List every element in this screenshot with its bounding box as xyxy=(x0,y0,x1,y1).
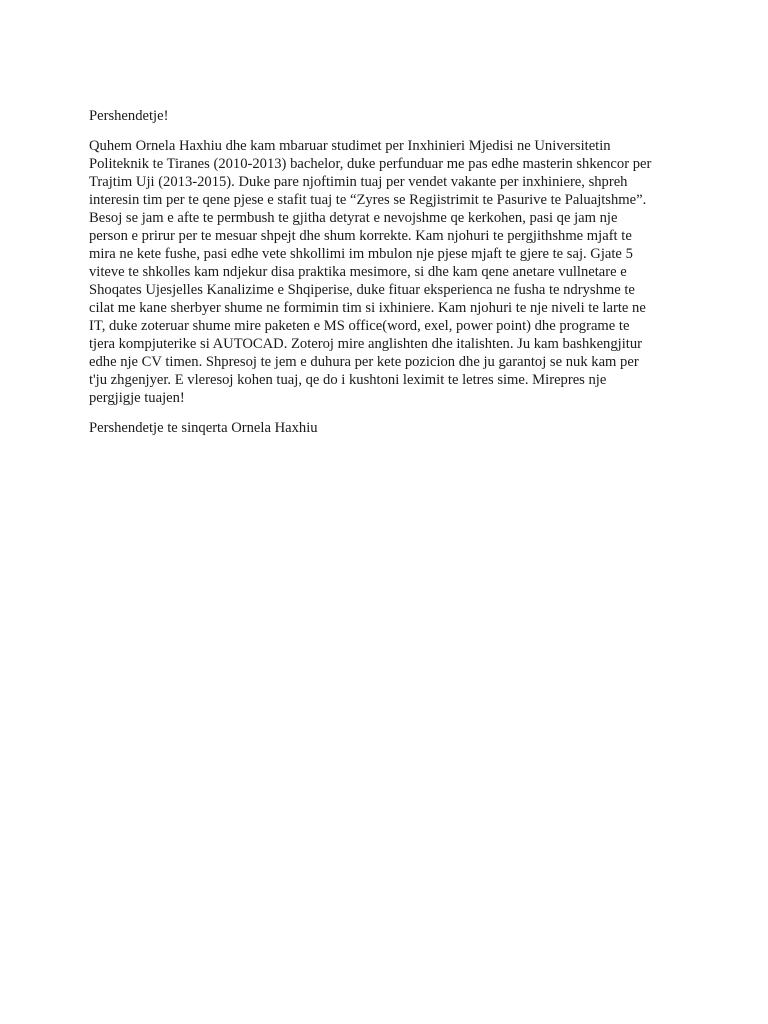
letter-body xyxy=(89,137,689,407)
body-line: Besoj se jam e afte te permbush te gjitha detyrat e nevojshme qe kerkohen, pasi qe jam nje xyxy=(89,210,618,226)
body-line: Politeknik te Tiranes (2010-2013) bachelor, duke perfunduar me pas edhe masterin shkencor per xyxy=(89,156,652,172)
body-line: t'ju zhgenjyer. E vleresoj kohen tuaj, qe do i kushtoni leximit te letres sime. Mirepres nje xyxy=(89,372,607,388)
body-line: tjera kompjuterike si AUTOCAD. Zoteroj mire anglishten dhe italishten. Ju kam bashkengjitur xyxy=(89,336,642,352)
letter-closing: Pershendetje te sinqerta Ornela Haxhiu xyxy=(89,420,318,436)
body-line: interesin tim per te qene pjese e stafit tuaj te “Zyres se Regjistrimit te Pasurive te Paluajtshme”. xyxy=(89,192,647,208)
body-line: IT, duke zoteruar shume mire paketen e MS office(word, exel, power point) dhe programe te xyxy=(89,318,630,334)
body-line: Trajtim Uji (2013-2015). Duke pare njoftimin tuaj per vendet vakante per inxhiniere, shpreh xyxy=(89,174,628,190)
letter-greeting: Pershendetje! xyxy=(89,108,169,124)
body-line: edhe nje CV timen. Shpresoj te jem e duhura per kete pozicion dhe ju garantoj se nuk kam per xyxy=(89,354,639,370)
body-line: Quhem Ornela Haxhiu dhe kam mbaruar studimet per Inxhinieri Mjedisi ne Universitetin xyxy=(89,138,611,154)
body-line: viteve te shkolles kam ndjekur disa praktika mesimore, si dhe kam qene anetare vullnetare e xyxy=(89,264,627,280)
body-line: cilat me kane sherbyer shume ne formimin tim si ixhiniere. Kam njohuri te nje niveli te larte ne xyxy=(89,300,646,316)
body-line: person e prirur per te mesuar shpejt dhe shum korrekte. Kam njohuri te pergjithshme mjaft te xyxy=(89,228,632,244)
body-line: mira ne kete fushe, pasi edhe vete shkollimi im mbulon nje pjese mjaft te gjere te saj. Gjate 5 xyxy=(89,246,633,262)
letter-page xyxy=(89,107,689,449)
body-line: Shoqates Ujesjelles Kanalizime e Shqiperise, duke fituar eksperienca ne fusha te ndryshme te xyxy=(89,282,635,298)
body-line: pergjigje tuajen! xyxy=(89,390,185,406)
